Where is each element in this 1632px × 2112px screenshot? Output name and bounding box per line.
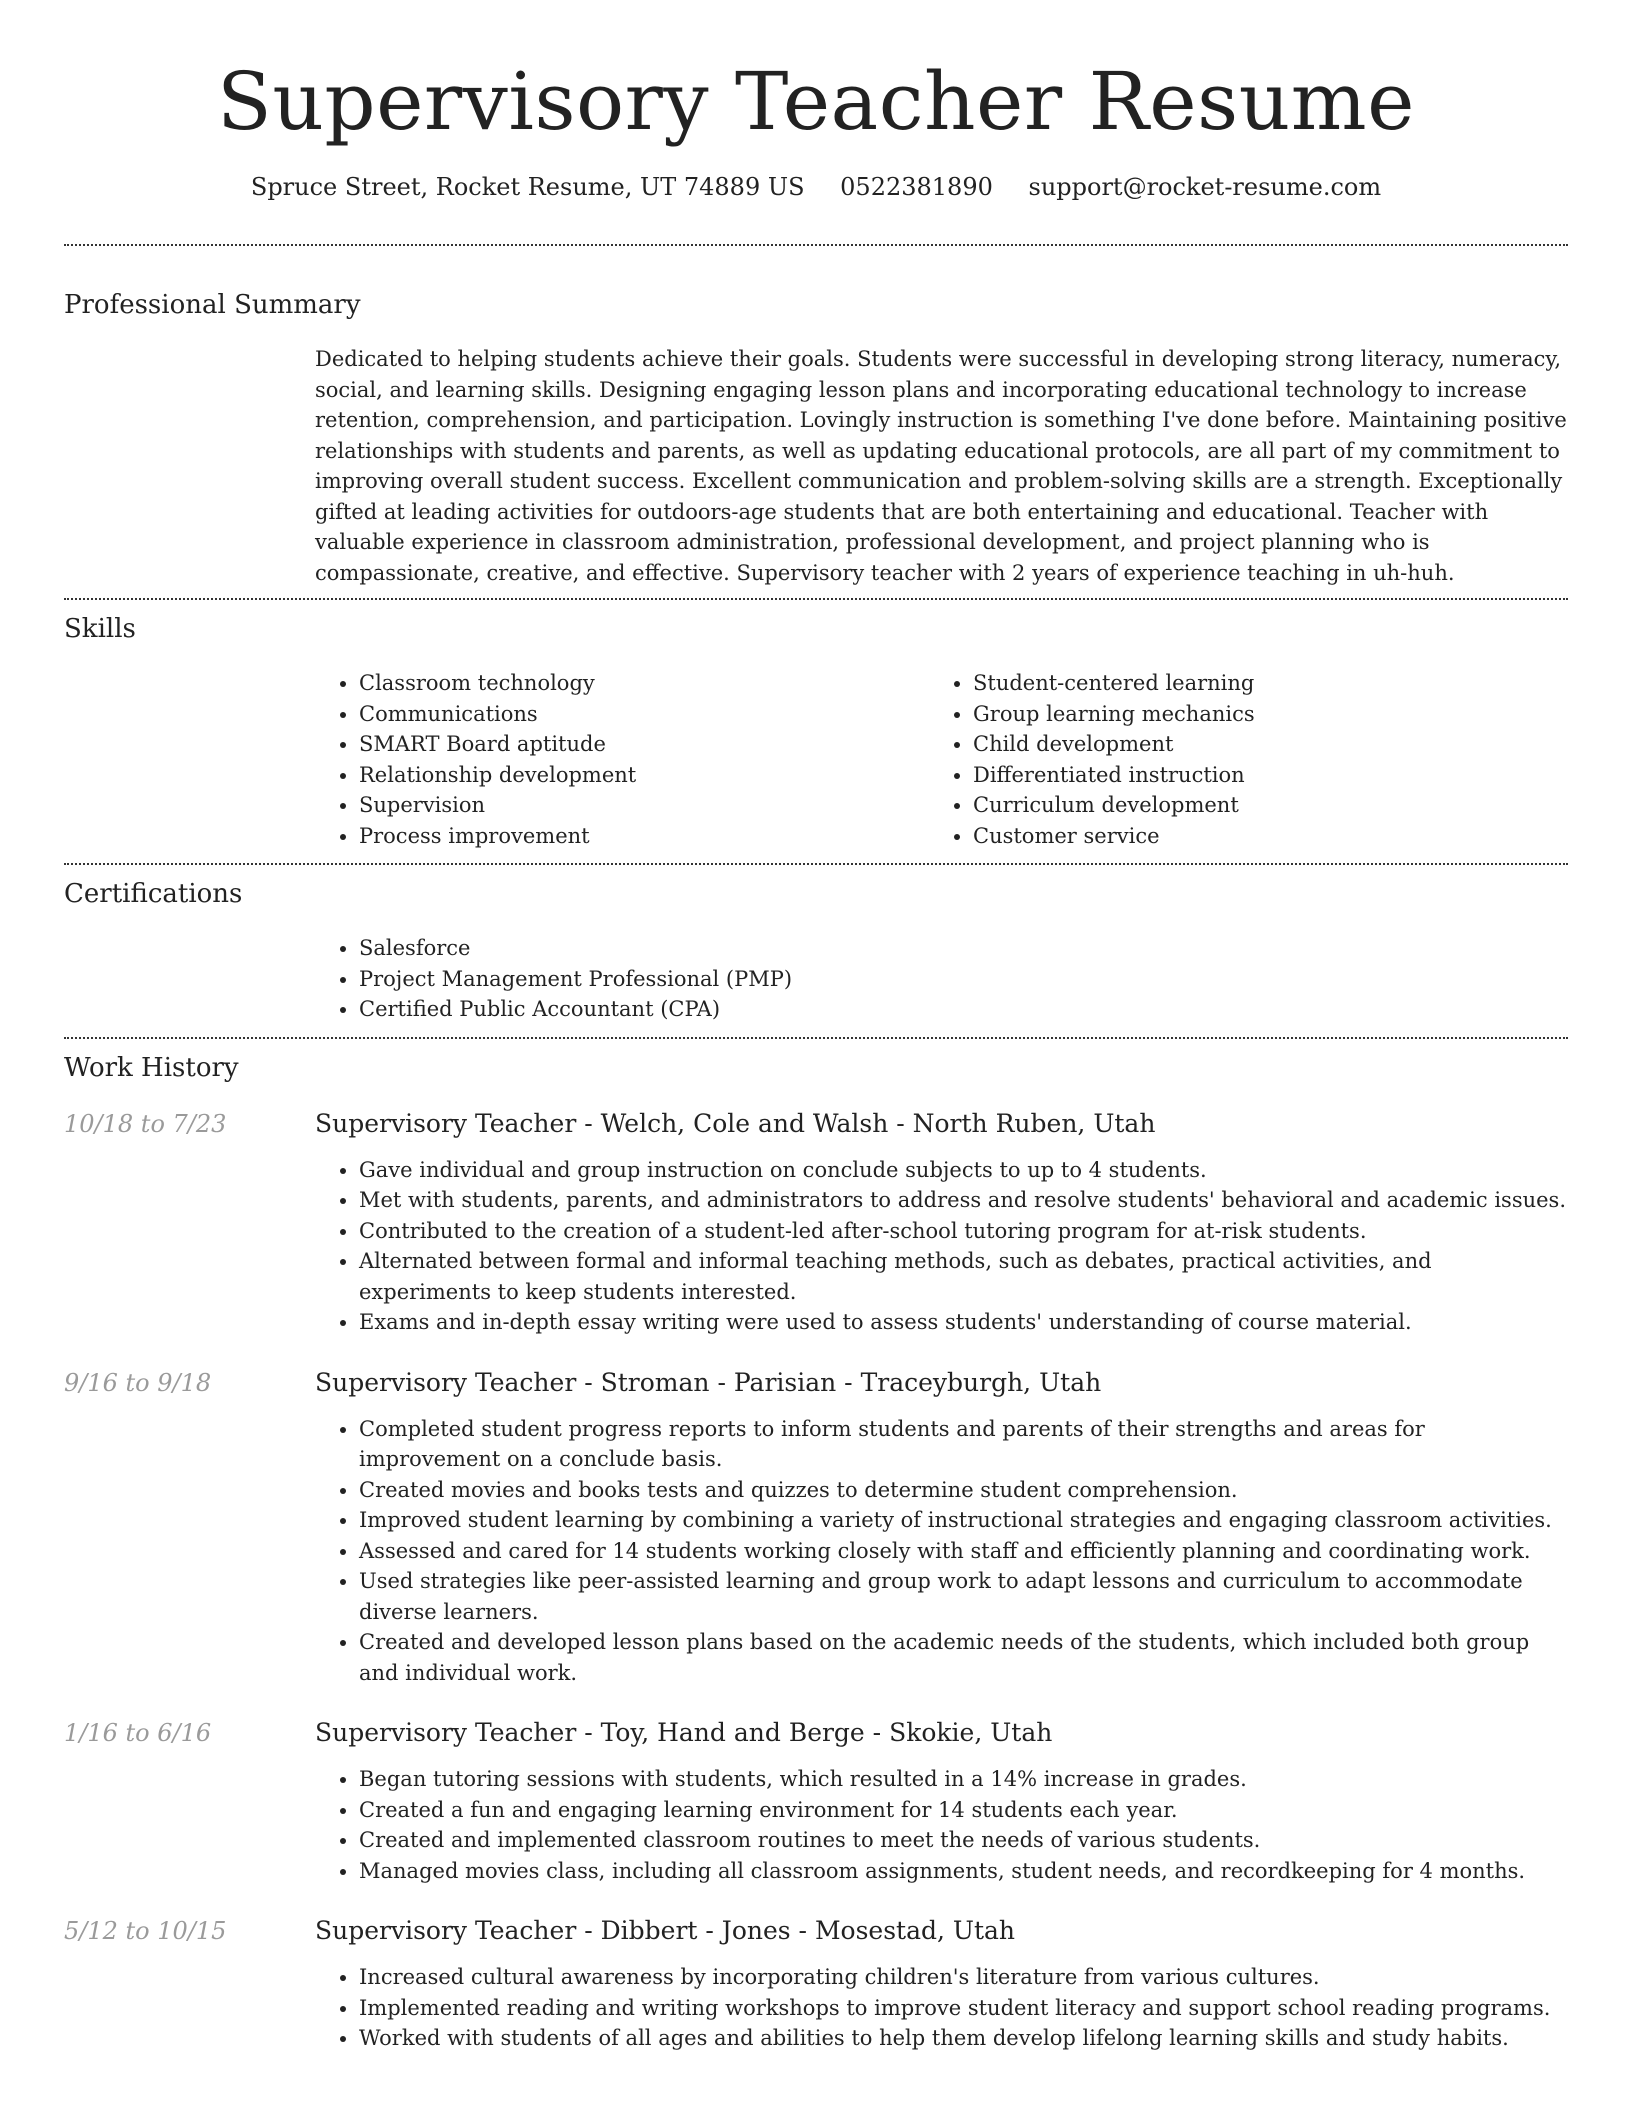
job-bullet: • Worked with students of all ages and abilities to help them develop lifelong learning skills and study habits.: [359, 2023, 1568, 2054]
skill-item: • Curriculum development: [973, 790, 1543, 821]
job-bullet: • Used strategies like peer-assisted learning and group work to adapt lessons and curriculum to accommodate diverse learners.: [359, 1566, 1568, 1627]
certifications-heading: Certifications: [64, 879, 243, 909]
work-history-heading: Work History: [64, 1052, 239, 1083]
job-dates: 1/16 to 6/16: [64, 1719, 212, 1747]
skill-item: • Relationship development: [359, 760, 929, 791]
job-bullet: • Created a fun and engaging learning environment for 14 students each year.: [359, 1795, 1568, 1826]
summary-text: Dedicated to helping students achieve their goals. Students were successful in developing strong literacy, numeracy, social, and learning skills. Designing engaging lesson plans and incorporating educational technology to increase retention, comprehension, and participation. Lovingly instruction is something I've done before. Maintaining positive relationships with students and parents, as well as updating educational protocols, are all part of my commitment to improving overall student success. Excellent communication and problem-solving skills are a strength. Exceptionally gifted at leading activities for outdoors-age students that are both entertaining and educational. Teacher with valuable experience in classroom administration, professional development, and project planning who is compassionate, creative, and effective. Supervisory teacher with 2 years of experience teaching in uh-huh.: [315, 347, 1567, 585]
contact-line: [64, 170, 1568, 204]
skills-heading: Skills: [64, 614, 136, 644]
job-dates: 9/16 to 9/18: [64, 1368, 212, 1397]
job-bullets: [315, 1414, 1568, 1689]
job-bullet: • Created and developed lesson plans based on the academic needs of the students, which included both group and individual work.: [359, 1627, 1568, 1688]
job-bullet: • Exams and in-depth essay writing were used to assess students' understanding of course material.: [359, 1307, 1568, 1338]
job-bullet: • Created and implemented classroom routines to meet the needs of various students.: [359, 1825, 1568, 1856]
job-title: Supervisory Teacher - Welch, Cole and Walsh - North Ruben, Utah: [315, 1108, 1156, 1138]
job-dates: 5/12 to 10/15: [64, 1917, 227, 1945]
skill-item: • Communications: [359, 699, 929, 730]
job-bullet: • Gave individual and group instruction on conclude subjects to up to 4 students.: [359, 1155, 1568, 1186]
contact-email: support@rocket-resume.com: [1028, 173, 1382, 201]
skills-list-right: [929, 668, 1543, 851]
job-bullets: [315, 1962, 1568, 2054]
skill-item: • SMART Board aptitude: [359, 729, 929, 760]
skill-item: • Child development: [973, 729, 1543, 760]
job-entry: [64, 1716, 1568, 1886]
job-bullet: • Improved student learning by combining a variety of instructional strategies and engaging classroom activities.: [359, 1505, 1568, 1536]
job-entry: [64, 1914, 1568, 2054]
job-bullet: • Created movies and books tests and quizzes to determine student comprehension.: [359, 1475, 1568, 1506]
job-bullet: • Increased cultural awareness by incorporating children's literature from various cultures.: [359, 1962, 1568, 1993]
job-entry: [64, 1107, 1568, 1338]
skills-list-left: [315, 668, 929, 851]
skill-item: • Group learning mechanics: [973, 699, 1543, 730]
certifications-list: [315, 933, 1568, 1025]
work-history-list: [64, 1107, 1568, 2054]
skill-item: • Differentiated instruction: [973, 760, 1543, 791]
job-bullet: • Met with students, parents, and administrators to address and resolve students' behavioral and academic issues.: [359, 1185, 1568, 1216]
summary-divider: [64, 598, 1568, 600]
contact-phone: 0522381890: [840, 173, 993, 201]
resume-page: [64, 0, 1568, 2054]
skill-item: • Process improvement: [359, 821, 929, 852]
contact-address: Spruce Street, Rocket Resume, UT 74889 US: [250, 173, 805, 201]
summary-heading: Professional Summary: [64, 290, 361, 320]
skill-item: • Customer service: [973, 821, 1543, 852]
job-bullets: [315, 1155, 1568, 1338]
header-divider: [64, 244, 1568, 246]
job-bullet: • Assessed and cared for 14 students working closely with staff and efficiently planning and coordinating work.: [359, 1536, 1568, 1567]
job-bullet: • Began tutoring sessions with students, which resulted in a 14% increase in grades.: [359, 1764, 1568, 1795]
job-title: Supervisory Teacher - Dibbert - Jones - Mosestad, Utah: [315, 1916, 1016, 1945]
job-entry: [64, 1366, 1568, 1689]
job-bullet: • Completed student progress reports to inform students and parents of their strengths and areas for improvement on a conclude basis.: [359, 1414, 1568, 1475]
job-bullet: • Managed movies class, including all classroom assignments, student needs, and recordkeeping for 4 months.: [359, 1856, 1568, 1887]
certification-item: • Salesforce: [359, 933, 1568, 964]
page-title: Supervisory Teacher Resume: [217, 55, 1415, 148]
certifications-divider: [64, 1037, 1568, 1039]
skill-item: • Student-centered learning: [973, 668, 1543, 699]
certification-item: • Certified Public Accountant (CPA): [359, 994, 1568, 1025]
skills-divider: [64, 863, 1568, 865]
job-bullet: • Implemented reading and writing workshops to improve student literacy and support school reading programs.: [359, 1993, 1568, 2024]
skill-item: • Supervision: [359, 790, 929, 821]
job-bullet: • Alternated between formal and informal teaching methods, such as debates, practical activities, and experiments to keep students interested.: [359, 1246, 1568, 1307]
job-bullets: [315, 1764, 1568, 1886]
job-title: Supervisory Teacher - Toy, Hand and Berge - Skokie, Utah: [315, 1718, 1053, 1747]
job-title: Supervisory Teacher - Stroman - Parisian - Traceyburgh, Utah: [315, 1367, 1102, 1397]
certification-item: • Project Management Professional (PMP): [359, 964, 1568, 995]
skill-item: • Classroom technology: [359, 668, 929, 699]
skills-grid: [315, 668, 1568, 851]
job-bullet: • Contributed to the creation of a student-led after-school tutoring program for at-risk students.: [359, 1216, 1568, 1247]
job-dates: 10/18 to 7/23: [64, 1109, 227, 1138]
